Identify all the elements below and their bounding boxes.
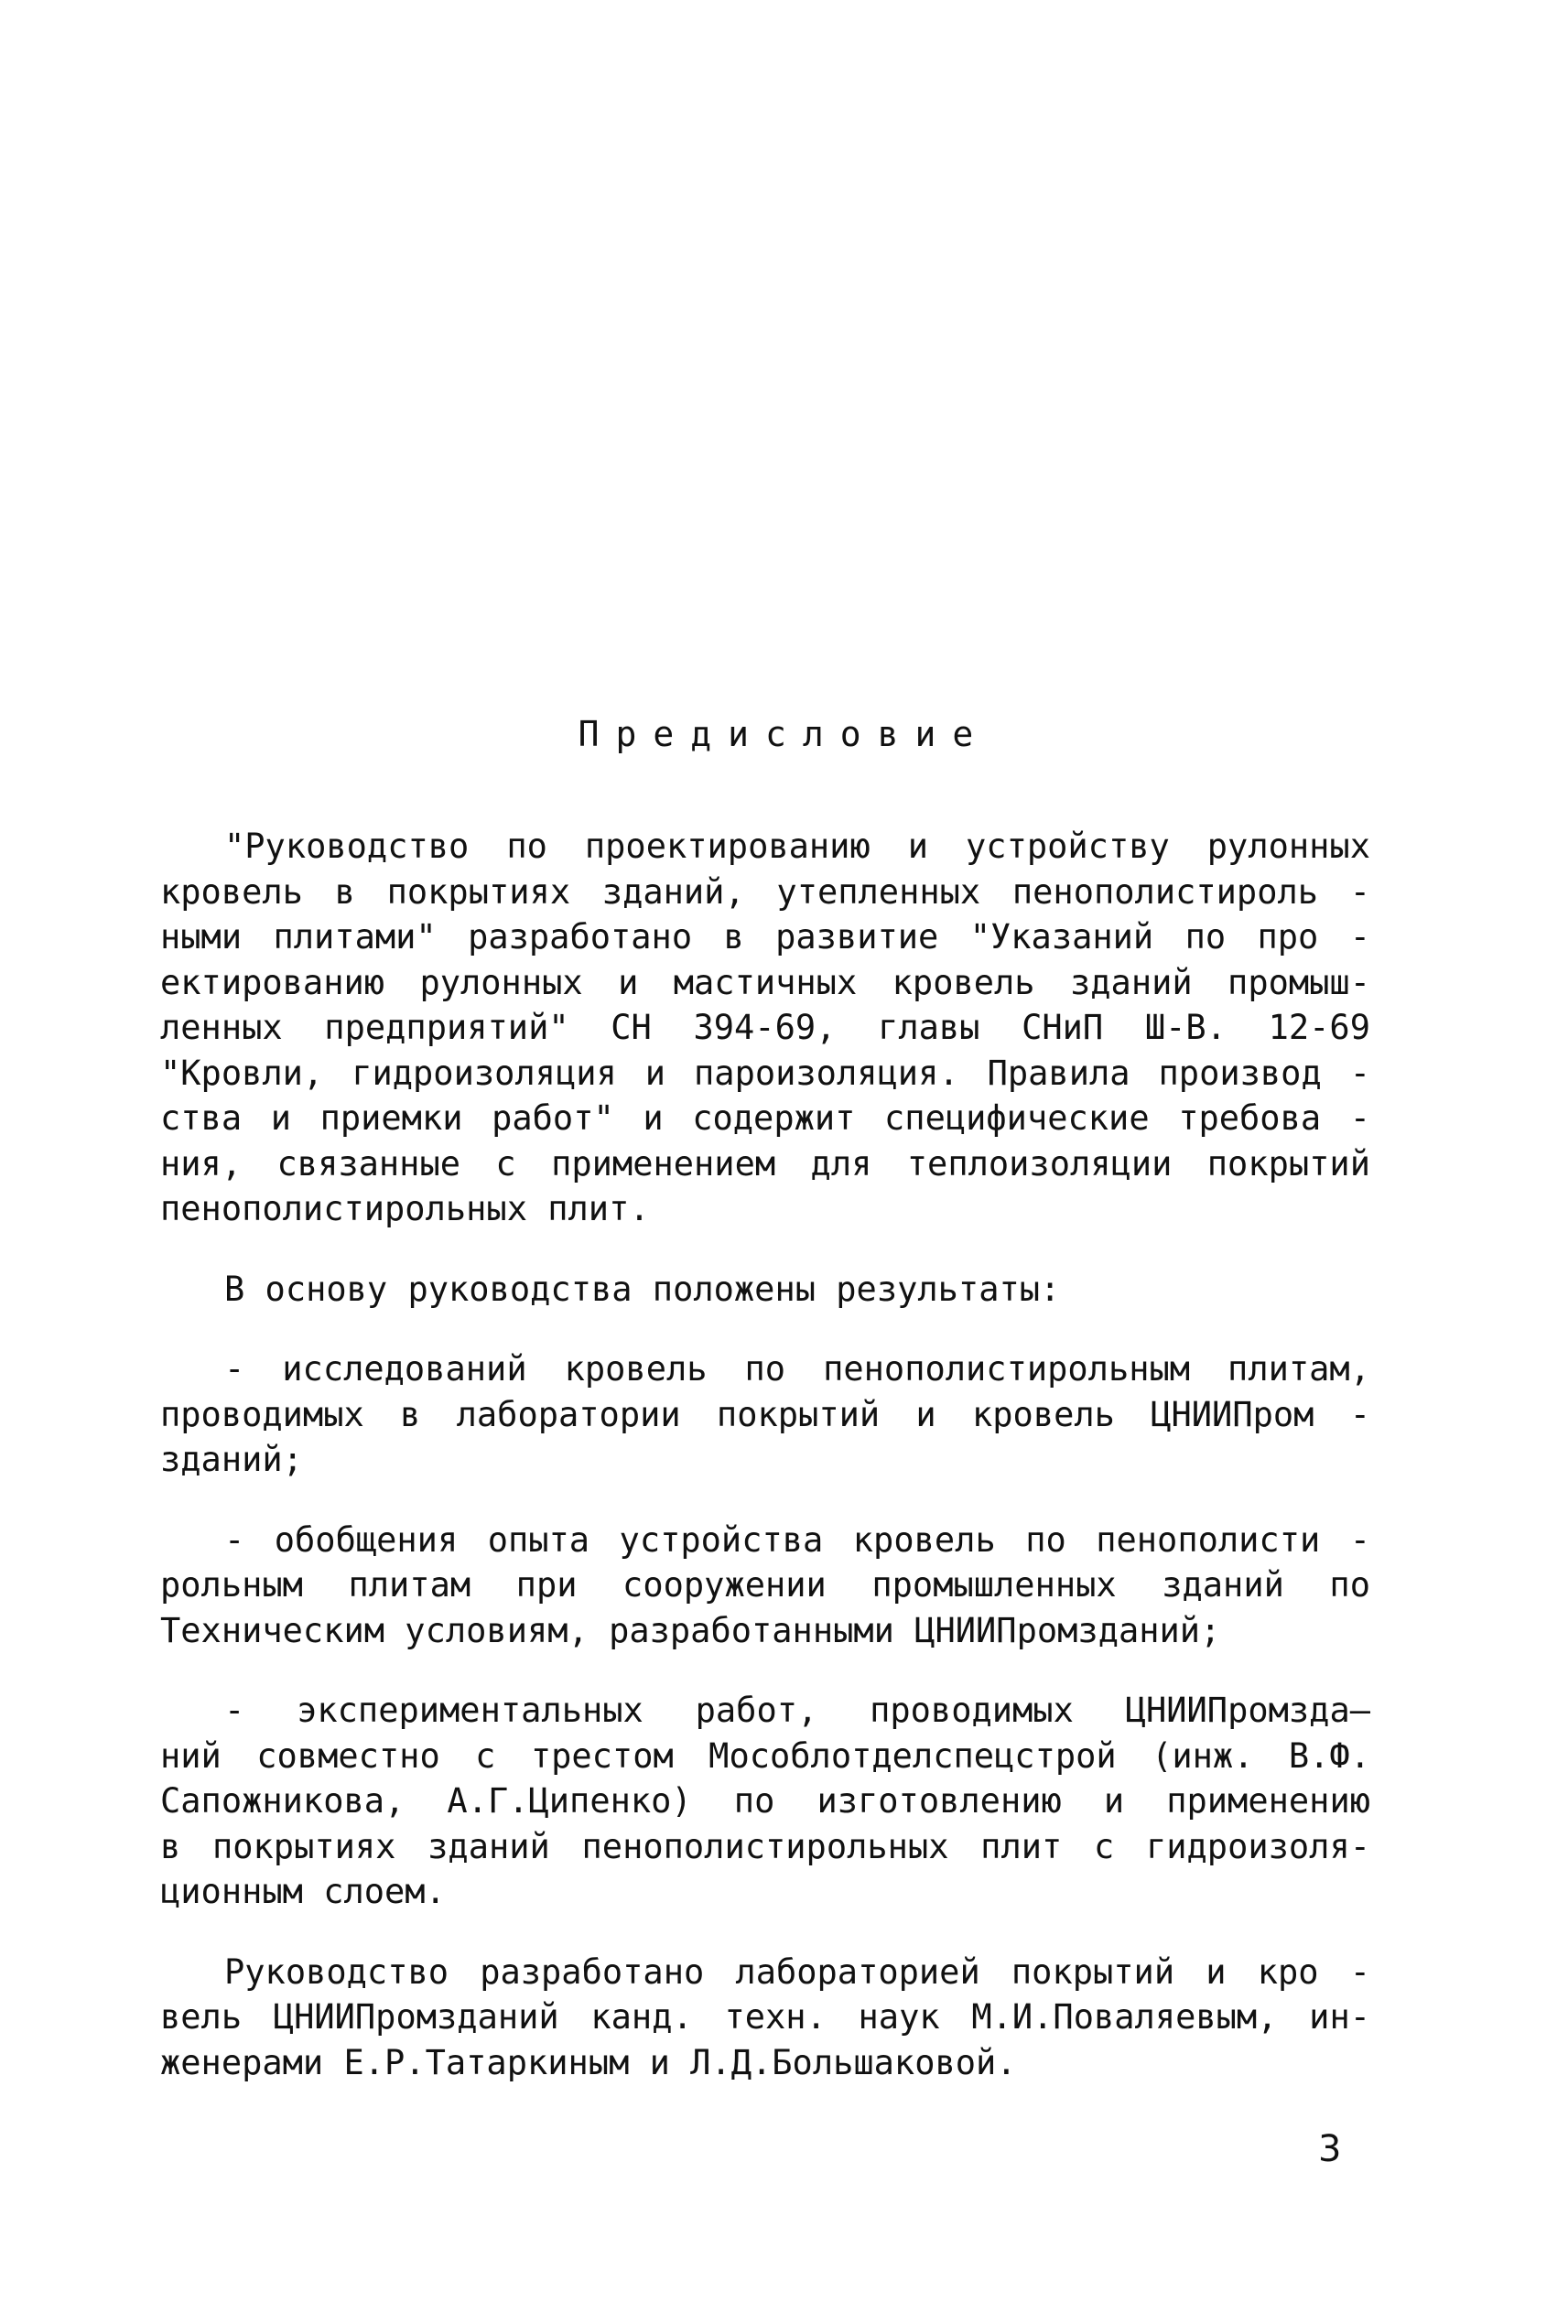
text-line: - обобщения опыта устройства кровель по пенополисти -	[224, 1519, 1370, 1560]
text-line: рольным плитам при сооружении промышленных зданий по	[160, 1565, 1370, 1605]
text-line: "Руководство по проектированию и устройству рулонных	[224, 827, 1370, 866]
text-line: В основу руководства положены результаты:	[224, 1269, 1061, 1309]
text-line: Руководство разработано лабораторией покрытий и кро -	[224, 1951, 1370, 1992]
text-line: женерами Е.Р.Татаркиным и Л.Д.Большаковой.	[160, 2042, 1017, 2082]
list-item-research	[160, 1346, 1370, 1483]
text-line: ными плитами" разработано в развитие "Указаний по про -	[160, 917, 1370, 957]
paragraph-authors	[160, 1950, 1370, 2086]
page-title: Предисловие	[578, 714, 990, 754]
text-line: - исследований кровель по пенополистирольным плитам,	[224, 1349, 1370, 1389]
document-body	[160, 824, 1370, 2085]
text-line: - экспериментальных работ, проводимых ЦНИИПромзда—	[224, 1691, 1370, 1730]
text-line: ленных предприятий" СН 394-69, главы СНиП Ш-В. 12-69	[160, 1008, 1370, 1047]
text-line: ства и приемки работ" и содержит специфические требова -	[160, 1098, 1370, 1138]
text-line: проводимых в лаборатории покрытий и кровель ЦНИИПром -	[160, 1394, 1370, 1434]
text-line: вель ЦНИИПромзданий канд. техн. наук М.И.Поваляевым, ин-	[160, 1997, 1370, 2037]
text-line: ний совместно с трестом Мособлотделспецстрой (инж. В.Ф.	[160, 1735, 1370, 1776]
text-line: пенополистирольных плит.	[160, 1189, 650, 1228]
text-line: в покрытиях зданий пенополистирольных плит с гидроизоля-	[160, 1826, 1370, 1866]
text-line: зданий;	[160, 1440, 303, 1479]
text-line: ектированию рулонных и мастичных кровель зданий промыш-	[160, 962, 1370, 1002]
paragraph-intro-main	[160, 824, 1370, 1232]
text-line: ния, связанные с применением для теплоизоляции покрытий	[160, 1143, 1370, 1184]
list-item-experiments	[160, 1688, 1370, 1915]
text-line: Сапожникова, А.Г.Ципенко) по изготовлению и применению	[160, 1781, 1370, 1821]
list-item-experience	[160, 1518, 1370, 1654]
page-number: 3	[1318, 2128, 1342, 2170]
text-line: "Кровли, гидроизоляция и пароизоляция. Правила производ -	[160, 1053, 1370, 1093]
text-line: ционным слоем.	[160, 1872, 446, 1911]
paragraph-basis	[160, 1267, 1370, 1313]
text-line: кровель в покрытиях зданий, утепленных пенополистироль -	[160, 871, 1370, 912]
text-line: Техническим условиям, разработанными ЦНИИПромзданий;	[160, 1610, 1221, 1650]
